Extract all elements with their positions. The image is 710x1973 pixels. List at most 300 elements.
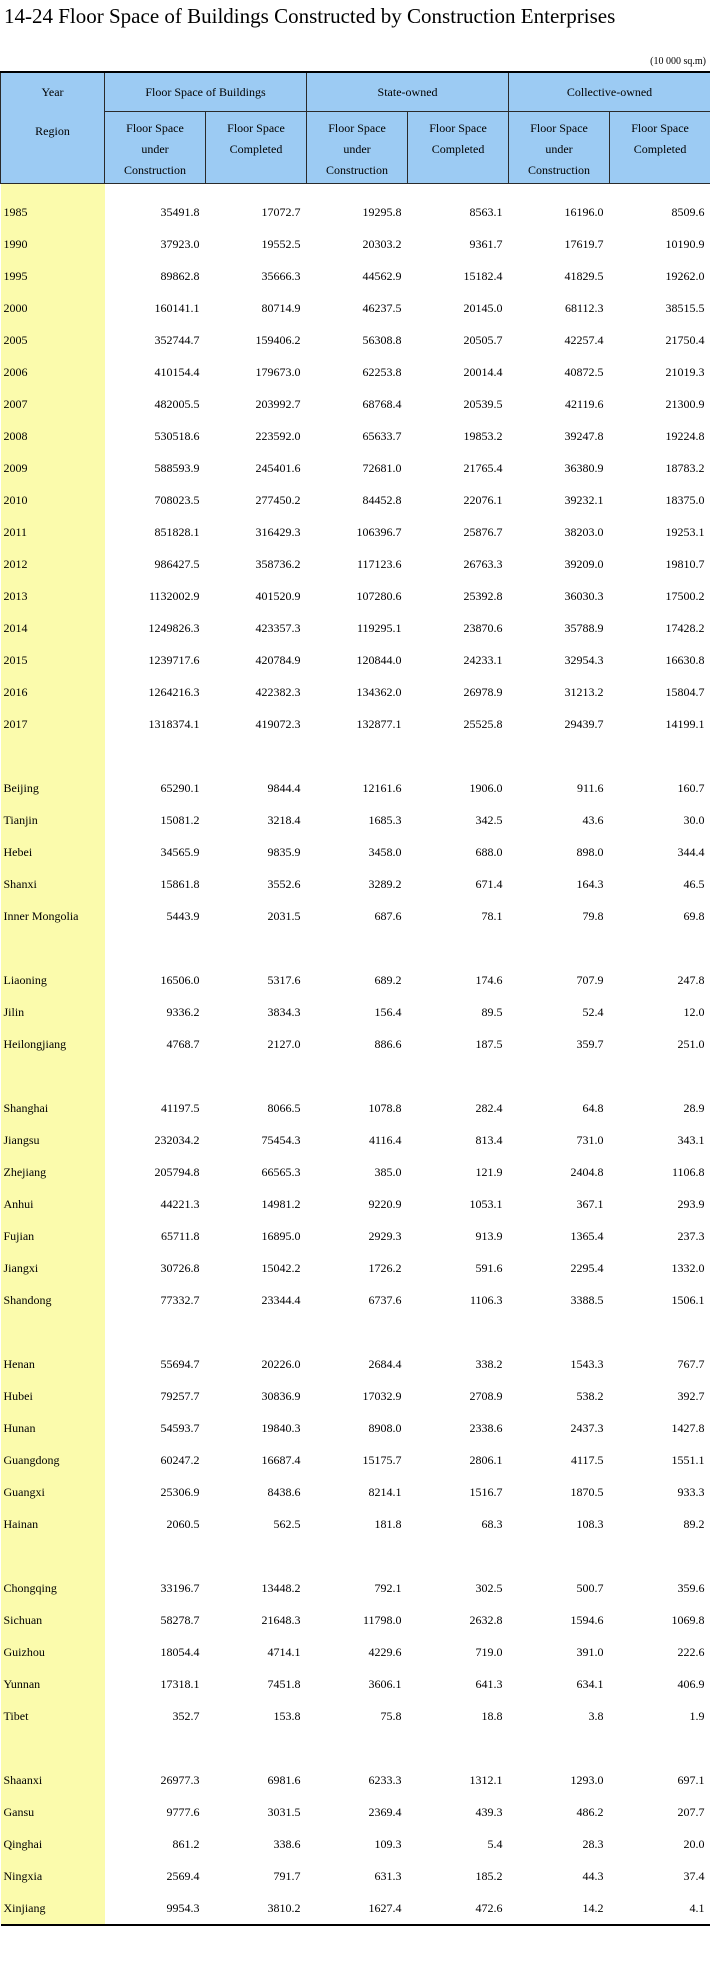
value-cell: 23870.6 [463,620,503,635]
value-cell: 35788.9 [564,620,604,635]
value-cell: 21750.4 [665,332,705,347]
row-label-cell: Jiangsu [1,1124,105,1156]
value-cell: 26977.3 [160,1772,200,1787]
value-cell: 1365.4 [570,1228,604,1243]
value-cell: 1427.8 [671,1420,705,1435]
table-row [1,1892,710,1925]
table-container [0,72,710,1926]
value-cell: 247.8 [677,972,705,987]
value-cell: 886.6 [374,1036,402,1051]
value-cell: 24233.1 [463,652,503,667]
row-label-cell: Hainan [1,1508,105,1540]
value-cell: 689.2 [374,972,402,987]
value-cell: 911.6 [576,780,604,795]
value-cell: 1318374.1 [148,716,200,731]
value-cell: 68768.4 [362,396,402,411]
value-cell: 500.7 [576,1580,604,1595]
table-header [1,73,710,184]
value-cell: 17318.1 [160,1676,200,1691]
value-cell [105,932,206,964]
value-cell: 401520.9 [255,588,301,603]
value-cell: 420784.9 [255,652,301,667]
value-cell: 62253.8 [362,364,402,379]
value-cell: 181.8 [374,1516,402,1531]
row-label-cell: Tibet [1,1700,105,1732]
value-cell: 78.1 [481,908,503,923]
value-cell: 75454.3 [261,1132,301,1147]
value-cell [509,1316,610,1348]
value-cell [509,932,610,964]
row-label-cell: Jilin [1,996,105,1028]
value-cell: 79257.7 [160,1388,200,1403]
header-row-groups [1,73,710,112]
row-label-cell: 2015 [1,644,105,676]
value-cell: 20014.4 [463,364,503,379]
value-cell: 26978.9 [463,684,503,699]
value-cell: 60247.2 [160,1452,200,1467]
row-label-cell: Yunnan [1,1668,105,1700]
value-cell: 1870.5 [570,1484,604,1499]
value-cell: 4714.1 [267,1644,301,1659]
value-cell: 55694.7 [160,1356,200,1371]
row-label-cell: Xinjiang [1,1892,105,1925]
value-cell: 15081.2 [160,812,200,827]
value-cell: 19853.2 [463,428,503,443]
value-cell: 1106.3 [469,1292,503,1307]
value-cell: 792.1 [374,1580,402,1595]
row-label-cell: Zhejiang [1,1156,105,1188]
value-cell: 9361.7 [469,236,503,251]
value-cell: 342.5 [475,812,503,827]
value-cell: 19262.0 [665,268,705,283]
value-cell: 10190.9 [665,236,705,251]
row-label-cell: 1985 [1,184,105,229]
row-label-cell: 2000 [1,292,105,324]
value-cell: 37.4 [683,1868,705,1883]
value-cell: 352744.7 [154,332,200,347]
value-cell: 707.9 [576,972,604,987]
value-cell: 277450.2 [255,492,301,507]
value-cell [307,1732,408,1764]
header-group-state-owned: State-owned [307,73,509,112]
value-cell: 17500.2 [665,588,705,603]
row-label-cell [1,1732,105,1764]
row-label-cell: 2005 [1,324,105,356]
value-cell: 406.9 [677,1676,705,1691]
value-cell: 2632.8 [469,1612,503,1627]
value-cell: 3.8 [588,1708,604,1723]
value-cell: 358736.2 [255,556,301,571]
value-cell: 20226.0 [261,1356,301,1371]
table-row [1,1700,710,1732]
value-cell: 19224.8 [665,428,705,443]
table-row [1,516,710,548]
value-cell: 89862.8 [160,268,200,283]
value-cell [610,740,710,772]
table-row [1,228,710,260]
value-cell: 12.0 [683,1004,705,1019]
value-cell: 232034.2 [154,1132,200,1147]
value-cell: 933.3 [677,1484,705,1499]
value-cell [105,1540,206,1572]
value-cell: 222.6 [677,1644,705,1659]
value-cell: 159406.2 [255,332,301,347]
table-row [1,996,710,1028]
value-cell: 18054.4 [160,1644,200,1659]
row-label-cell: Hunan [1,1412,105,1444]
row-label-cell: Hebei [1,836,105,868]
header-completed: Floor Space Completed [408,112,509,184]
value-cell: 75.8 [380,1708,402,1723]
value-cell [408,1732,509,1764]
value-cell: 4229.6 [368,1644,402,1659]
value-cell: 20539.5 [463,396,503,411]
value-cell: 44221.3 [160,1196,200,1211]
row-label-cell: Guangxi [1,1476,105,1508]
value-cell [408,932,509,964]
value-cell: 591.6 [475,1260,503,1275]
value-cell: 344.4 [677,844,705,859]
value-cell: 1516.7 [469,1484,503,1499]
table-row [1,1220,710,1252]
table-row [1,644,710,676]
table-body [1,184,710,1926]
value-cell [509,1540,610,1572]
value-cell: 1543.3 [570,1356,604,1371]
table-row [1,260,710,292]
table-row [1,1444,710,1476]
value-cell: 25392.8 [463,588,503,603]
value-cell: 688.0 [475,844,503,859]
value-cell: 1078.8 [368,1100,402,1115]
value-cell: 2404.8 [570,1164,604,1179]
value-cell: 38203.0 [564,524,604,539]
value-cell: 68112.3 [564,300,604,315]
value-cell [307,1060,408,1092]
value-cell: 29439.7 [564,716,604,731]
value-cell: 58278.7 [160,1612,200,1627]
table-row [1,1476,710,1508]
value-cell: 2060.5 [166,1516,200,1531]
value-cell: 2684.4 [368,1356,402,1371]
value-cell: 3606.1 [368,1676,402,1691]
value-cell: 1249826.3 [148,620,200,635]
value-cell: 588593.9 [154,460,200,475]
value-cell: 2929.3 [368,1228,402,1243]
value-cell: 767.7 [677,1356,705,1371]
value-cell: 21648.3 [261,1612,301,1627]
value-cell: 422382.3 [255,684,301,699]
value-cell: 251.0 [677,1036,705,1051]
value-cell [408,740,509,772]
value-cell: 46.5 [683,876,705,891]
value-cell: 52.4 [582,1004,604,1019]
value-cell: 482005.5 [154,396,200,411]
value-cell: 3810.2 [206,1892,307,1925]
value-cell: 813.4 [475,1132,503,1147]
value-cell: 160.7 [677,780,705,795]
value-cell: 1132002.9 [148,588,200,603]
value-cell: 3388.5 [570,1292,604,1307]
value-cell: 316429.3 [255,524,301,539]
value-cell: 2708.9 [469,1388,503,1403]
value-cell: 472.6 [408,1892,509,1925]
value-cell: 8908.0 [368,1420,402,1435]
table-row [1,1380,710,1412]
row-label-cell: 2013 [1,580,105,612]
value-cell: 8563.1 [469,204,503,219]
value-cell: 20145.0 [463,300,503,315]
value-cell [509,1060,610,1092]
table-row [1,964,710,996]
value-cell: 26763.3 [463,556,503,571]
value-cell: 164.3 [576,876,604,891]
value-cell: 30726.8 [160,1260,200,1275]
row-label-cell: Sichuan [1,1604,105,1636]
table-row [1,1028,710,1060]
value-cell: 30.0 [683,812,705,827]
value-cell: 64.8 [582,1100,604,1115]
value-cell [307,1540,408,1572]
value-cell: 134362.0 [356,684,402,699]
row-label-cell: Henan [1,1348,105,1380]
value-cell: 687.6 [374,908,402,923]
value-cell: 119295.1 [356,620,402,635]
value-cell: 156.4 [374,1004,402,1019]
value-cell: 1726.2 [368,1260,402,1275]
table-row [1,1796,710,1828]
row-label-cell: Anhui [1,1188,105,1220]
table-row [1,420,710,452]
value-cell: 77332.7 [160,1292,200,1307]
row-label-cell [1,740,105,772]
value-cell [610,1540,710,1572]
spacer-row [1,932,710,964]
value-cell: 338.6 [273,1836,301,1851]
value-cell: 5317.6 [267,972,301,987]
value-cell: 43.6 [582,812,604,827]
table-row [1,900,710,932]
value-cell: 1506.1 [671,1292,705,1307]
table-row [1,1860,710,1892]
value-cell [610,932,710,964]
row-label-cell: 2008 [1,420,105,452]
value-cell: 1106.8 [671,1164,705,1179]
value-cell [105,1060,206,1092]
value-cell: 11798.0 [362,1612,402,1627]
row-label-cell: Fujian [1,1220,105,1252]
table-row [1,1604,710,1636]
value-cell [408,1060,509,1092]
value-cell: 66565.3 [261,1164,301,1179]
value-cell [610,1732,710,1764]
value-cell: 16506.0 [160,972,200,987]
row-label-cell: Inner Mongolia [1,900,105,932]
value-cell: 392.7 [677,1388,705,1403]
value-cell: 410154.4 [154,364,200,379]
value-cell [105,1316,206,1348]
value-cell: 19253.1 [665,524,705,539]
row-label-cell: 2012 [1,548,105,580]
table-row [1,1348,710,1380]
value-cell: 89.5 [481,1004,503,1019]
table-row [1,836,710,868]
value-cell [105,740,206,772]
value-cell: 107280.6 [356,588,402,603]
value-cell: 16687.4 [261,1452,301,1467]
value-cell: 562.5 [273,1516,301,1531]
value-cell [610,1316,710,1348]
table-row [1,1636,710,1668]
value-cell: 54593.7 [160,1420,200,1435]
value-cell: 16196.0 [564,204,604,219]
value-cell: 40872.5 [564,364,604,379]
value-cell: 8509.6 [671,204,705,219]
header-year: Year [1,73,105,112]
header-group-collective-owned: Collective-owned [509,73,710,112]
header-group-total: Floor Space of Buildings [105,73,307,112]
value-cell: 697.1 [677,1772,705,1787]
value-cell: 35491.8 [160,204,200,219]
value-cell: 4116.4 [368,1132,402,1147]
value-cell: 28.9 [683,1100,705,1115]
value-cell: 33196.7 [160,1580,200,1595]
value-cell: 109.3 [374,1836,402,1851]
value-cell: 671.4 [475,876,503,891]
value-cell: 89.2 [683,1516,705,1531]
row-label-cell: Jiangxi [1,1252,105,1284]
value-cell: 15175.7 [362,1452,402,1467]
value-cell: 19840.3 [261,1420,301,1435]
value-cell: 538.2 [576,1388,604,1403]
value-cell: 15182.4 [463,268,503,283]
row-label-cell: Chongqing [1,1572,105,1604]
value-cell: 338.2 [475,1356,503,1371]
value-cell: 65633.7 [362,428,402,443]
table-row [1,324,710,356]
data-table [0,72,710,1926]
value-cell: 19295.8 [362,204,402,219]
value-cell: 117123.6 [356,556,402,571]
value-cell: 530518.6 [154,428,200,443]
row-label-cell: 2016 [1,676,105,708]
value-cell: 23344.4 [261,1292,301,1307]
table-title: 14-24 Floor Space of Buildings Constructed by Construction Enterprises [4,4,616,28]
value-cell: 3289.2 [368,876,402,891]
table-row [1,484,710,516]
value-cell: 44562.9 [362,268,402,283]
unit-label: (10 000 sq.m) [650,56,706,67]
value-cell: 12161.6 [362,780,402,795]
value-cell: 21300.9 [665,396,705,411]
value-cell: 2437.3 [570,1420,604,1435]
value-cell: 19552.5 [261,236,301,251]
table-row [1,1764,710,1796]
value-cell: 237.3 [677,1228,705,1243]
row-label-cell: Guizhou [1,1636,105,1668]
value-cell: 861.2 [172,1836,200,1851]
value-cell: 32954.3 [564,652,604,667]
value-cell: 17032.9 [362,1388,402,1403]
row-label-cell: 1990 [1,228,105,260]
value-cell: 1264216.3 [148,684,200,699]
value-cell: 4768.7 [166,1036,200,1051]
row-label-cell [1,932,105,964]
value-cell: 641.3 [475,1676,503,1691]
table-row [1,1124,710,1156]
table-row [1,1668,710,1700]
value-cell: 1685.3 [368,812,402,827]
table-row [1,772,710,804]
value-cell: 4117.5 [570,1452,604,1467]
value-cell: 80714.9 [261,300,301,315]
value-cell: 18783.2 [665,460,705,475]
row-label-cell: Shanghai [1,1092,105,1124]
value-cell: 187.5 [475,1036,503,1051]
value-cell [307,932,408,964]
value-cell: 185.2 [475,1868,503,1883]
value-cell: 13448.2 [261,1580,301,1595]
value-cell: 15861.8 [160,876,200,891]
value-cell: 106396.7 [356,524,402,539]
value-cell: 72681.0 [362,460,402,475]
value-cell: 42119.6 [564,396,604,411]
spacer-row [1,1060,710,1092]
value-cell: 1332.0 [671,1260,705,1275]
value-cell: 352.7 [172,1708,200,1723]
value-cell: 14.2 [509,1892,610,1925]
row-label-cell: Ningxia [1,1860,105,1892]
value-cell: 179673.0 [255,364,301,379]
header-row-measures [1,112,710,184]
value-cell: 25525.8 [463,716,503,731]
value-cell [307,740,408,772]
value-cell: 39247.8 [564,428,604,443]
value-cell: 9835.9 [267,844,301,859]
row-label-cell: 2011 [1,516,105,548]
value-cell: 8438.6 [267,1484,301,1499]
value-cell: 1627.4 [307,1892,408,1925]
value-cell: 391.0 [576,1644,604,1659]
value-cell: 17072.7 [261,204,301,219]
value-cell: 41197.5 [160,1100,200,1115]
header-completed: Floor Space Completed [206,112,307,184]
value-cell: 851828.1 [154,524,200,539]
value-cell: 223592.0 [255,428,301,443]
value-cell: 17428.2 [665,620,705,635]
value-cell: 5443.9 [166,908,200,923]
value-cell [206,1060,307,1092]
value-cell: 898.0 [576,844,604,859]
header-under-construction: Floor Space under Construction [105,112,206,184]
value-cell: 44.3 [582,1868,604,1883]
table-row [1,1572,710,1604]
value-cell: 14199.1 [665,716,705,731]
value-cell: 9220.9 [368,1196,402,1211]
value-cell: 17619.7 [564,236,604,251]
value-cell: 42257.4 [564,332,604,347]
value-cell: 9954.3 [105,1892,206,1925]
value-cell: 153.8 [273,1708,301,1723]
value-cell: 56308.8 [362,332,402,347]
value-cell [206,1732,307,1764]
value-cell: 205794.8 [154,1164,200,1179]
value-cell: 25876.7 [463,524,503,539]
row-label-cell: Beijing [1,772,105,804]
table-row [1,1252,710,1284]
row-label-cell: 2009 [1,452,105,484]
value-cell: 302.5 [475,1580,503,1595]
